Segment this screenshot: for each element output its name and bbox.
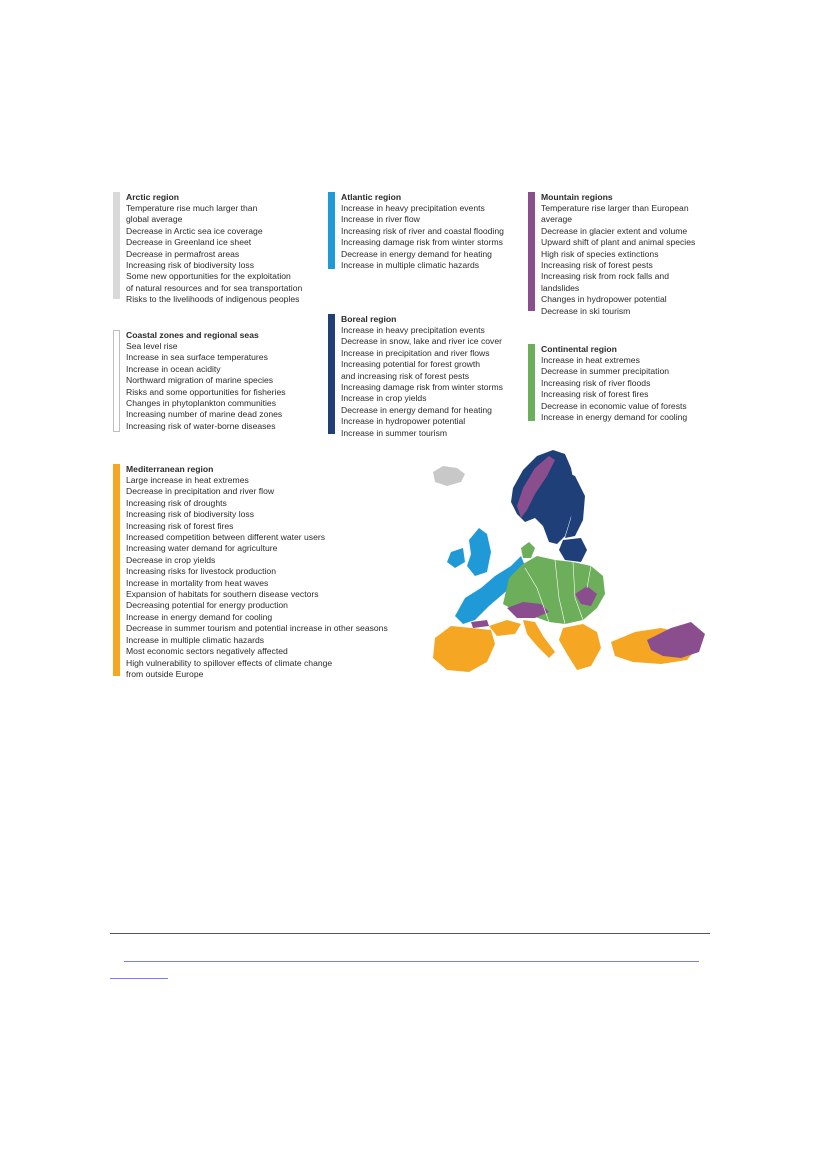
- list-item: Increase in multiple climatic hazards: [341, 260, 480, 271]
- region-arctic: [113, 192, 323, 305]
- list-item: Increasing water demand for agriculture: [126, 543, 278, 554]
- list-item: Increasing risk of river floods: [541, 377, 651, 388]
- list-item: Temperature rise much larger than global average: [126, 203, 258, 225]
- map-atlantic-uk: [467, 528, 491, 576]
- europe-climate-regions-map: [425, 448, 710, 680]
- coastal-color-bar: [113, 330, 120, 432]
- footnote-link-underline[interactable]: [124, 961, 699, 962]
- list-item: Decrease in economic value of forests: [541, 400, 687, 411]
- map-boreal-baltics: [559, 538, 587, 562]
- list-item: Increase in energy demand for cooling: [126, 611, 273, 622]
- mountain-color-bar: [528, 192, 535, 311]
- list-item: Decrease in crop yields: [126, 554, 216, 565]
- region-title: Atlantic region: [341, 192, 402, 202]
- list-item: Increasing number of marine dead zones: [126, 409, 283, 420]
- list-item: Decreasing potential for energy production: [126, 600, 288, 611]
- list-item: Decrease in Arctic sea ice coverage: [126, 225, 263, 236]
- list-item: Decrease in ski tourism: [541, 305, 631, 316]
- list-item: Increase in energy demand for cooling: [541, 412, 688, 423]
- list-item: High risk of species extinctions: [541, 248, 659, 259]
- list-item: Increasing risk of biodiversity loss: [126, 260, 254, 271]
- list-item: Increasing damage risk from winter storms: [341, 382, 503, 393]
- list-item: Expansion of habitats for southern disease vectors: [126, 589, 319, 600]
- continental-color-bar: [528, 344, 535, 421]
- list-item: Increase in heat extremes: [541, 355, 640, 365]
- list-item: Increase in ocean acidity: [126, 363, 221, 374]
- list-item: Sea level rise: [126, 341, 178, 351]
- list-item: Increase in precipitation and river flows: [341, 347, 490, 358]
- list-item: Increase in crop yields: [341, 393, 427, 404]
- list-item: Increase in heavy precipitation events: [341, 203, 485, 213]
- boreal-color-bar: [328, 314, 335, 434]
- list-item: Increase in multiple climatic hazards: [126, 634, 265, 645]
- list-item: Increase in heavy precipitation events: [341, 325, 485, 335]
- map-iceland: [433, 466, 465, 486]
- list-item: Increase in summer tourism: [341, 427, 448, 438]
- list-item: Decrease in summer precipitation: [541, 366, 670, 377]
- list-item: Temperature rise larger than European average: [541, 203, 689, 225]
- list-item: Changes in phytoplankton communities: [126, 398, 277, 409]
- list-item: Decrease in glacier extent and volume: [541, 225, 688, 236]
- list-item: Decrease in energy demand for heating: [341, 248, 492, 259]
- list-item: Increasing damage risk from winter storms: [341, 237, 503, 248]
- list-item: Large increase in heat extremes: [126, 475, 249, 485]
- footnote-link-underline[interactable]: [110, 978, 168, 979]
- list-item: Most economic sectors negatively affected: [126, 646, 288, 657]
- region-continental: [528, 344, 713, 421]
- list-item: Increasing risk from rock falls and landslides: [541, 271, 669, 293]
- list-item: Increase in sea surface temperatures: [126, 352, 268, 363]
- list-item: High vulnerability to spillover effects of climate change from outside Europe: [126, 657, 333, 679]
- list-item: Increase in hydropower potential: [341, 416, 466, 427]
- footnote-separator: [110, 933, 710, 934]
- map-mountain-pyrenees: [471, 620, 489, 628]
- map-med-south-france: [489, 620, 521, 636]
- list-item: Increase in river flow: [341, 214, 420, 225]
- list-item: Decrease in energy demand for heating: [341, 404, 492, 415]
- list-item: Decrease in permafrost areas: [126, 248, 240, 259]
- list-item: Changes in hydropower potential: [541, 294, 667, 305]
- list-item: Increasing risk of forest fires: [541, 389, 649, 400]
- list-item: Decrease in Greenland ice sheet: [126, 237, 252, 248]
- list-item: Risks to the livelihoods of indigenous peoples: [126, 294, 300, 305]
- list-item: Increasing risk of forest fires: [126, 520, 234, 531]
- list-item: Increasing risk of water-borne diseases: [126, 420, 276, 431]
- list-item: Increasing risk of biodiversity loss: [126, 509, 254, 520]
- list-item: Increasing risk of river and coastal flooding: [341, 225, 504, 236]
- region-title: Continental region: [541, 344, 617, 354]
- region-title: Mediterranean region: [126, 464, 214, 474]
- list-item: Decrease in precipitation and river flow: [126, 486, 275, 497]
- list-item: Risks and some opportunities for fisheries: [126, 386, 286, 397]
- list-item: Decrease in summer tourism and potential increase in other seasons: [126, 623, 388, 634]
- region-title: Boreal region: [341, 314, 397, 324]
- region-mountain: [528, 192, 713, 316]
- map-atlantic-ireland: [447, 548, 465, 568]
- region-title: Arctic region: [126, 192, 180, 202]
- region-boreal: [328, 314, 523, 438]
- list-item: Upward shift of plant and animal species: [541, 237, 696, 248]
- region-mediterranean: [113, 464, 418, 679]
- arctic-color-bar: [113, 192, 120, 299]
- list-item: Increasing potential for forest growth and increasing risk of forest pests: [341, 359, 481, 381]
- list-item: Decrease in snow, lake and river ice cover: [341, 336, 502, 347]
- map-med-iberia: [433, 626, 495, 672]
- map-med-italy: [523, 620, 555, 658]
- list-item: Some new opportunities for the exploitation of natural resources and for sea transportation: [126, 271, 303, 293]
- list-item: Increase in mortality from heat waves: [126, 577, 269, 588]
- list-item: Increased competition between different water users: [126, 532, 326, 543]
- list-item: Northward migration of marine species: [126, 375, 274, 386]
- atlantic-color-bar: [328, 192, 335, 269]
- map-med-balkans: [559, 624, 601, 670]
- region-title: Mountain regions: [541, 192, 613, 202]
- list-item: Increasing risk of droughts: [126, 497, 227, 508]
- list-item: Increasing risks for livestock production: [126, 566, 276, 577]
- region-title: Coastal zones and regional seas: [126, 330, 259, 340]
- region-coastal: [113, 330, 323, 432]
- list-item: Increasing risk of forest pests: [541, 260, 653, 271]
- map-continental-denmark: [521, 542, 535, 558]
- mediterranean-color-bar: [113, 464, 120, 676]
- region-atlantic: [328, 192, 523, 269]
